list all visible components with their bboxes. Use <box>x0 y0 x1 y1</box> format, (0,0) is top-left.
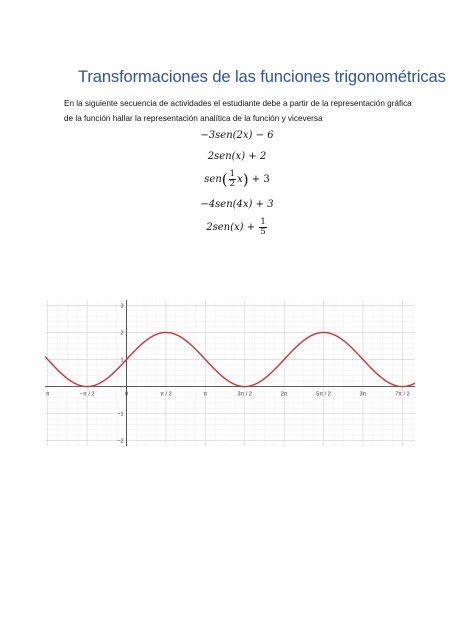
y-tick-label: 1 <box>120 357 124 364</box>
x-tick-label: π <box>45 391 50 398</box>
x-tick-label: 7π / 2 <box>395 391 410 398</box>
x-tick-label: 0 <box>124 391 129 398</box>
equation-3: sen( $\frac{1}{2}$ x) + 3 <box>204 169 270 189</box>
equation-3-fraction <box>229 170 236 189</box>
axes <box>45 300 415 446</box>
y-tick-label: 2 <box>120 330 124 337</box>
grid-minor <box>45 300 415 446</box>
x-tick-label: −π / 2 <box>79 391 95 398</box>
equation-5-numerator: 1 <box>260 217 266 227</box>
x-tick-label: 5π / 2 <box>316 391 331 398</box>
x-tick-label: π / 2 <box>160 391 172 398</box>
grid-major <box>45 300 415 446</box>
y-tick-label: 3 <box>120 303 124 310</box>
equation-2: 2sen(x) + 2 <box>207 151 267 162</box>
equation-5-prefix: 2sen(x) + <box>206 222 256 233</box>
tick-labels <box>46 303 410 444</box>
function-graph <box>45 300 415 446</box>
equation-5 <box>0 218 474 237</box>
equation-3-prefix: sen <box>204 174 222 185</box>
equation-1: −3sen(2x) − 6 <box>200 130 274 141</box>
equation-3-suffix: + 3 <box>251 174 270 185</box>
x-tick-label: π <box>203 391 208 398</box>
intro-paragraph: En la siguiente secuencia de actividades el estudiante debe a partir de la representación gráfica de la función hallar la representación analítica de la función y viceversa <box>64 99 412 123</box>
y-tick-label: −1 <box>117 411 124 418</box>
x-tick-label: 3π <box>359 391 367 398</box>
equation-4: −4sen(4x) + 3 <box>200 199 274 210</box>
equation-5-denominator: 5 <box>260 227 266 237</box>
equation-3-var: x <box>237 174 243 185</box>
page-title: Transformaciones de las funciones trigonométricas <box>78 68 446 86</box>
y-tick-label: −2 <box>117 438 124 445</box>
equation-3-numerator: 1 <box>229 169 236 179</box>
x-tick-label: 3π / 2 <box>237 391 252 398</box>
equation-5-fraction <box>259 218 266 237</box>
equation-3-denominator: 2 <box>229 179 236 189</box>
x-tick-label: 2π <box>280 391 288 398</box>
